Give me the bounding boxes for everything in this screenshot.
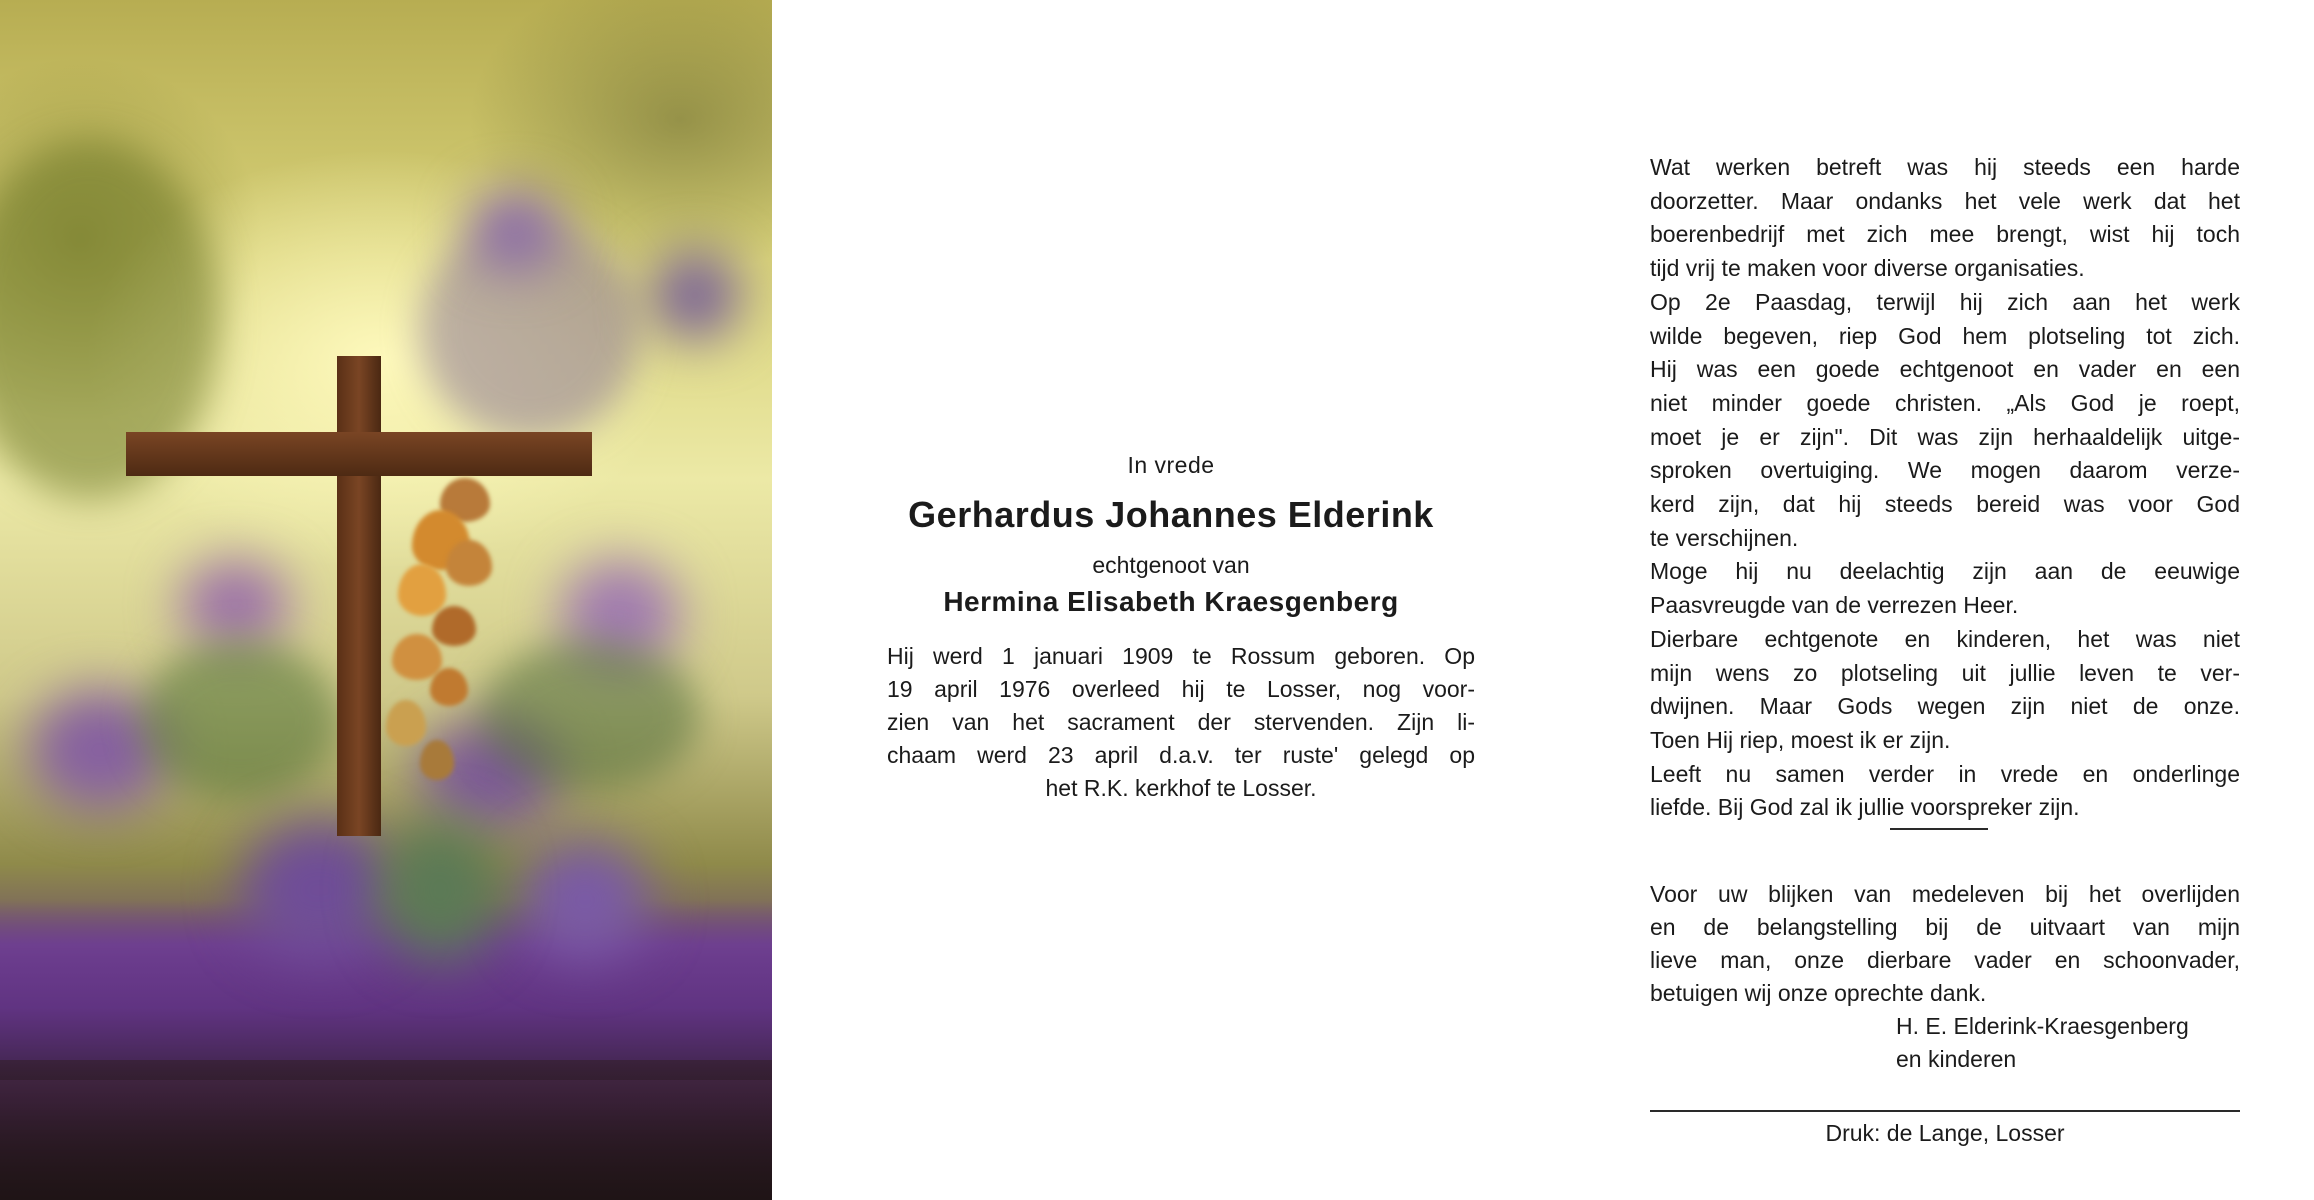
poem-line: dwijnen. Maar Gods wegen zijn niet de onze. <box>1650 693 2240 720</box>
biography <box>887 640 1475 805</box>
poem-line: tijd vrij te maken voor diverse organisaties. <box>1650 255 2085 282</box>
orange-leaf <box>420 740 454 780</box>
memorial-photo <box>0 0 772 1200</box>
poem-line: Dierbare echtgenote en kinderen, het was niet <box>1650 625 2240 652</box>
cross-icon <box>126 356 592 836</box>
poem-line: moet je er zijn". Dit was zijn herhaaldelijk uitge- <box>1650 423 2240 450</box>
biography-line: het R.K. kerkhof te Losser. <box>1045 775 1317 801</box>
poem-line: niet minder goede christen. „Als God je roept, <box>1650 389 2240 416</box>
deceased-name: Gerhardus Johannes Elderink <box>908 494 1434 535</box>
text-panel <box>1570 0 2314 1200</box>
printer-credit: Druk: de Lange, Losser <box>1825 1120 2065 1146</box>
poem-line: liefde. Bij God zal ik jullie voorspreker zijn. <box>1650 794 2080 821</box>
orange-leaf <box>392 634 442 680</box>
signature-line: en kinderen <box>1896 1046 2017 1072</box>
poem-line: sproken overtuiging. We mogen daarom verze- <box>1650 457 2240 484</box>
poem-line: boerenbedrijf met zich mee brengt, wist hij toch <box>1650 221 2240 248</box>
poem-line: kerd zijn, dat hij steeds bereid was voor God <box>1650 491 2240 518</box>
purple-flower <box>520 840 650 960</box>
green-foliage <box>380 820 500 960</box>
spouse-intro: echtgenoot van <box>1092 552 1250 578</box>
poem-line: Wat werken betreft was hij steeds een harde <box>1650 154 2240 180</box>
poem-line: Op 2e Paasdag, terwijl hij zich aan het werk <box>1650 288 2240 315</box>
thanks-line: lieve man, onze dierbare vader en schoonvader, <box>1650 947 2240 973</box>
signature-line: H. E. Elderink-Kraesgenberg <box>1896 1013 2189 1039</box>
thanks-line: en de belangstelling bij de uitvaart van mijn <box>1650 914 2240 940</box>
poem-line: Hij was een goede echtgenoot en vader en een <box>1650 356 2240 383</box>
poem-line: Paasvreugde van de verrezen Heer. <box>1650 592 2019 619</box>
thank-you-text <box>1650 878 2240 1076</box>
orange-leaf <box>430 668 468 706</box>
poem-line: doorzetter. Maar ondanks het vele werk dat het <box>1650 187 2240 214</box>
divider <box>1890 828 1988 830</box>
purple-flower <box>240 820 400 960</box>
divider <box>1650 1110 2240 1112</box>
poem-line: Moge hij nu deelachtig zijn aan de eeuwige <box>1650 558 2240 585</box>
purple-flower <box>470 190 560 270</box>
heading: In vrede <box>1127 452 1215 478</box>
poem-line: wilde begeven, riep God hem plotseling tot zich. <box>1650 322 2240 349</box>
biography-line: chaam werd 23 april d.a.v. ter ruste' gelegd op <box>887 742 1475 768</box>
obituary-panel <box>786 0 1556 1200</box>
thanks-line: Voor uw blijken van medeleven bij het overlijden <box>1650 881 2240 907</box>
poem-line: Toen Hij riep, moest ik er zijn. <box>1650 726 1951 753</box>
dark-foreground <box>0 1060 772 1200</box>
spouse-name: Hermina Elisabeth Kraesgenberg <box>943 586 1399 617</box>
poem-line: mijn wens zo plotseling uit jullie leven te ver- <box>1650 659 2240 686</box>
biography-line: 19 april 1976 overleed hij te Losser, nog voor- <box>887 676 1475 702</box>
poem-line: te verschijnen. <box>1650 524 1799 551</box>
orange-leaf <box>386 700 426 746</box>
purple-flower <box>650 250 740 340</box>
biography-line: Hij werd 1 januari 1909 te Rossum geboren. Op <box>887 643 1475 669</box>
poem-text <box>1650 151 2240 825</box>
poem-line: Leeft nu samen verder in vrede en onderlinge <box>1650 760 2240 787</box>
biography-line: zien van het sacrament der stervenden. Zijn li- <box>887 709 1475 735</box>
orange-leaf <box>432 606 476 646</box>
thanks-line: betuigen wij onze oprechte dank. <box>1650 980 1987 1006</box>
orange-leaf <box>446 540 492 586</box>
